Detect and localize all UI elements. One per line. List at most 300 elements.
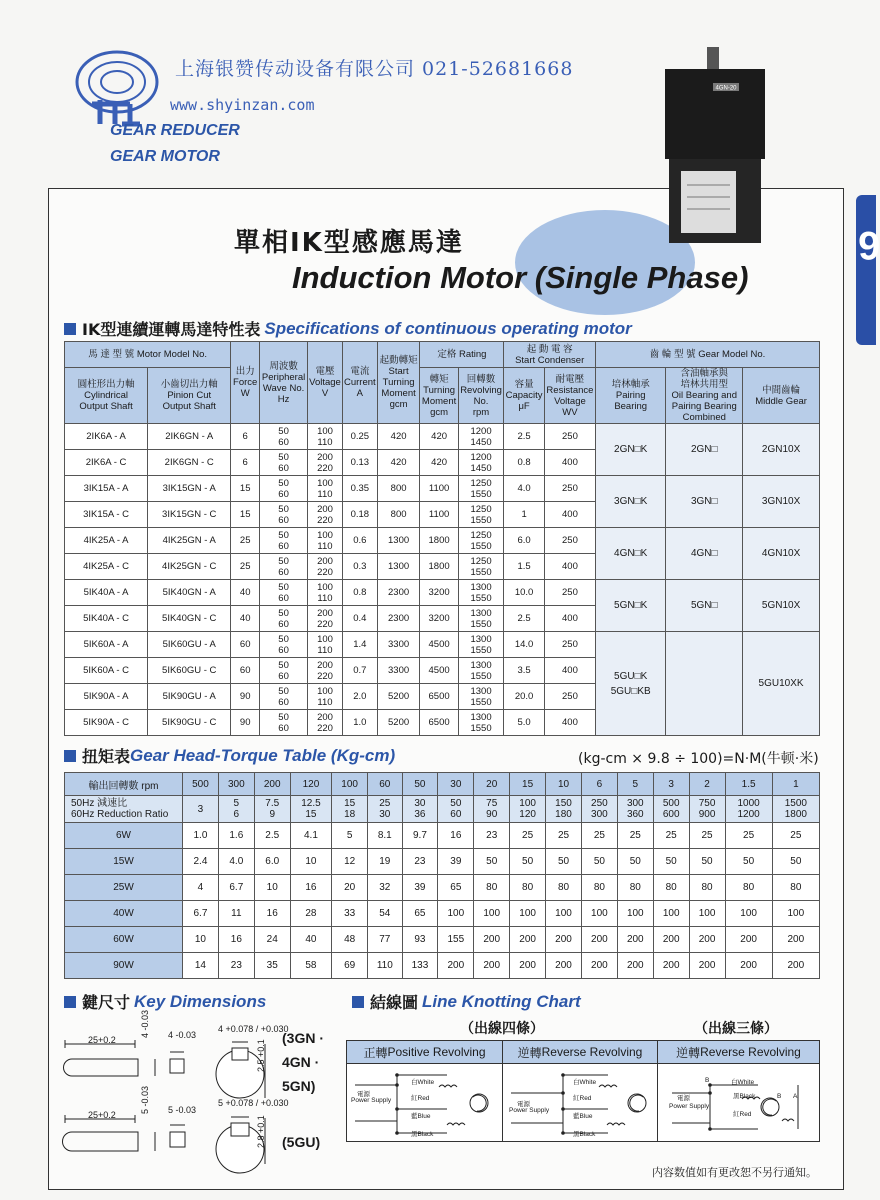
torque-power-label: 90W — [65, 953, 183, 979]
torque-value: 77 — [368, 927, 402, 953]
torque-value: 80 — [581, 875, 617, 901]
knot-col-header: 逆轉 Reverse Revolving — [503, 1041, 657, 1064]
gear-oil-bearing: 4GN□ — [666, 528, 743, 580]
tagline-gear-motor: GEAR MOTOR — [110, 148, 220, 165]
turning-moment-value: 1100 — [420, 476, 458, 502]
pinion-model: 4IK25GN - C — [148, 554, 231, 580]
gear-oil-bearing: 2GN□ — [666, 424, 743, 476]
key2-thickness: 5 -0.03 — [140, 1085, 150, 1114]
header-frequency: 周波數 Peripheral Wave No. Hz — [260, 342, 308, 424]
torque-value: 80 — [689, 875, 725, 901]
torque-value: 58 — [290, 953, 332, 979]
torque-value: 16 — [438, 823, 474, 849]
torque-value: 200 — [653, 953, 689, 979]
current-value: 0.6 — [342, 528, 377, 554]
resistance-voltage-value: 400 — [544, 606, 595, 632]
force-value: 90 — [231, 710, 260, 736]
ratio-value: 5 6 — [218, 796, 254, 823]
capacity-value: 10.0 — [504, 580, 545, 606]
turning-moment-value: 420 — [420, 450, 458, 476]
voltage-value: 200 220 — [308, 710, 343, 736]
page-section-number: 6 — [858, 223, 880, 267]
voltage-value: 100 110 — [308, 476, 343, 502]
torque-value: 11 — [218, 901, 254, 927]
torque-row — [65, 953, 820, 979]
torque-value: 20 — [332, 875, 368, 901]
key2-length: 25+0.2 — [88, 1110, 116, 1120]
rpm-value: 5 — [617, 773, 653, 796]
key1-width: 4 -0.03 — [168, 1030, 197, 1040]
pinion-model: 5IK90GU - C — [148, 710, 231, 736]
torque-value: 50 — [546, 849, 582, 875]
cylindrical-model: 4IK25A - C — [65, 554, 148, 580]
torque-value: 100 — [725, 901, 772, 927]
resistance-voltage-value: 400 — [544, 554, 595, 580]
torque-value: 25 — [772, 823, 819, 849]
torque-value: 200 — [617, 927, 653, 953]
rpm-value: 100 — [332, 773, 368, 796]
torque-value: 40 — [290, 927, 332, 953]
cylindrical-model: 5IK60A - C — [65, 658, 148, 684]
header-pinion-shaft: 小齒切出力軸 Pinion Cut Output Shaft — [148, 368, 231, 424]
force-value: 60 — [231, 632, 260, 658]
torque-value: 100 — [510, 901, 546, 927]
torque-value: 80 — [617, 875, 653, 901]
header-start-moment: 起動轉矩 Start Turning Moment gcm — [377, 342, 420, 424]
torque-value: 100 — [653, 901, 689, 927]
gear-middle: 5GU10XK — [743, 632, 820, 736]
ratio-label: 50Hz 減速比 60Hz Reduction Ratio — [65, 796, 183, 823]
resistance-voltage-value: 250 — [544, 528, 595, 554]
turning-moment-value: 6500 — [420, 684, 458, 710]
knot-chart: 正轉 Positive Revolving 逆轉 Reverse Revolving 逆轉 Reverse Revolving 電源 Power Supply 白White 紅Red 藍Blue 黑Black 電源 Power Supply 白White 紅Red 藍Blue 黑Black B 白White 電源 Power Supply 黑Black 紅Red B A — [346, 1040, 820, 1142]
header-oil-bearing: 含油軸承與 培林共用型 Oil Bearing and Pairing Bearing Combined — [666, 368, 743, 424]
start-moment-value: 5200 — [377, 710, 420, 736]
key-heading-cn: 鍵尺寸 — [82, 993, 131, 1012]
torque-table — [64, 772, 820, 979]
spec-row — [65, 476, 820, 502]
motor-label: 4GN-20 — [715, 85, 737, 92]
torque-value: 50 — [653, 849, 689, 875]
gear-oil-bearing: 3GN□ — [666, 476, 743, 528]
torque-value: 50 — [510, 849, 546, 875]
torque-power-label: 40W — [65, 901, 183, 927]
force-value: 40 — [231, 580, 260, 606]
torque-value: 200 — [474, 953, 510, 979]
torque-value: 110 — [368, 953, 402, 979]
start-moment-value: 800 — [377, 502, 420, 528]
revolving-value: 1300 1550 — [458, 658, 504, 684]
torque-value: 200 — [438, 953, 474, 979]
current-value: 1.0 — [342, 710, 377, 736]
torque-section-heading — [64, 744, 395, 767]
turning-moment-value: 1100 — [420, 502, 458, 528]
turning-moment-value: 4500 — [420, 632, 458, 658]
gear-pairing-bearing: 5GN□K — [596, 580, 666, 632]
rpm-value: 3 — [653, 773, 689, 796]
torque-value: 39 — [438, 849, 474, 875]
torque-value: 25 — [653, 823, 689, 849]
page-title-cn: 單相IK型感應馬達 — [234, 228, 464, 258]
frequency-value: 50 60 — [260, 502, 308, 528]
key1-height: 2.5 +0.1 — [256, 1039, 266, 1072]
ratio-value: 1500 1800 — [772, 796, 819, 823]
key1-length: 25+0.2 — [88, 1035, 116, 1045]
torque-value: 16 — [254, 901, 290, 927]
current-value: 0.18 — [342, 502, 377, 528]
square-bullet-icon — [64, 323, 76, 335]
header-current: 電流 Current A — [342, 342, 377, 424]
force-value: 6 — [231, 424, 260, 450]
torque-value: 4 — [183, 875, 219, 901]
torque-value: 100 — [689, 901, 725, 927]
torque-value: 23 — [218, 953, 254, 979]
key-heading-en: Key Dimensions — [134, 991, 267, 1011]
cylindrical-model: 5IK60A - A — [65, 632, 148, 658]
cylindrical-model: 5IK40A - C — [65, 606, 148, 632]
capacity-value: 1 — [504, 502, 545, 528]
torque-value: 23 — [402, 849, 438, 875]
cylindrical-model: 3IK15A - A — [65, 476, 148, 502]
rpm-value: 500 — [183, 773, 219, 796]
torque-value: 10 — [290, 849, 332, 875]
start-moment-value: 2300 — [377, 580, 420, 606]
voltage-value: 200 220 — [308, 606, 343, 632]
force-value: 40 — [231, 606, 260, 632]
rpm-value: 6 — [581, 773, 617, 796]
torque-value: 200 — [510, 927, 546, 953]
torque-value: 35 — [254, 953, 290, 979]
torque-value: 39 — [402, 875, 438, 901]
torque-rpm-row — [65, 773, 820, 796]
frequency-value: 50 60 — [260, 580, 308, 606]
revolving-value: 1300 1550 — [458, 632, 504, 658]
torque-value: 4.0 — [218, 849, 254, 875]
force-value: 15 — [231, 502, 260, 528]
pinion-model: 4IK25GN - A — [148, 528, 231, 554]
rpm-value: 1 — [772, 773, 819, 796]
resistance-voltage-value: 250 — [544, 632, 595, 658]
pinion-model: 3IK15GN - A — [148, 476, 231, 502]
knot-subtitle-four-wire: （出線四條） — [460, 1021, 544, 1037]
knot-section-heading — [352, 990, 581, 1013]
spec-row — [65, 632, 820, 658]
torque-value: 1.0 — [183, 823, 219, 849]
header-turning-moment: 轉矩 Turning Moment gcm — [420, 368, 458, 424]
torque-value: 16 — [290, 875, 332, 901]
voltage-value: 100 110 — [308, 632, 343, 658]
tagline-gear-reducer: GEAR REDUCER — [110, 122, 240, 139]
resistance-voltage-value: 400 — [544, 450, 595, 476]
torque-value: 80 — [474, 875, 510, 901]
turning-moment-value: 420 — [420, 424, 458, 450]
frequency-value: 50 60 — [260, 710, 308, 736]
torque-power-label: 6W — [65, 823, 183, 849]
cylindrical-model: 5IK90A - A — [65, 684, 148, 710]
ratio-value: 50 60 — [438, 796, 474, 823]
frequency-value: 50 60 — [260, 658, 308, 684]
resistance-voltage-value: 400 — [544, 710, 595, 736]
spec-section-heading — [64, 317, 632, 340]
voltage-value: 100 110 — [308, 424, 343, 450]
revolving-value: 1200 1450 — [458, 424, 504, 450]
key2-width: 5 -0.03 — [168, 1105, 197, 1115]
torque-value: 80 — [772, 875, 819, 901]
torque-value: 100 — [474, 901, 510, 927]
revolving-value: 1300 1550 — [458, 606, 504, 632]
rpm-value: 200 — [254, 773, 290, 796]
torque-power-label: 25W — [65, 875, 183, 901]
cylindrical-model: 2IK6A - C — [65, 450, 148, 476]
turning-moment-value: 4500 — [420, 658, 458, 684]
header-revolving: 回轉數 Revolving No. rpm — [458, 368, 504, 424]
force-value: 60 — [231, 658, 260, 684]
revolving-value: 1200 1450 — [458, 450, 504, 476]
frequency-value: 50 60 — [260, 528, 308, 554]
torque-value: 25 — [510, 823, 546, 849]
ratio-value: 1000 1200 — [725, 796, 772, 823]
torque-value: 25 — [581, 823, 617, 849]
torque-value: 2.5 — [254, 823, 290, 849]
pinion-model: 5IK40GN - A — [148, 580, 231, 606]
gear-pairing-bearing: 3GN□K — [596, 476, 666, 528]
rpm-value: 20 — [474, 773, 510, 796]
header-gear-model: 齒 輪 型 號 Gear Model No. — [596, 342, 820, 368]
ratio-value: 30 36 — [402, 796, 438, 823]
gear-pairing-bearing: 2GN□K — [596, 424, 666, 476]
torque-value: 54 — [368, 901, 402, 927]
ratio-value: 300 360 — [617, 796, 653, 823]
force-value: 6 — [231, 450, 260, 476]
voltage-value: 100 110 — [308, 580, 343, 606]
torque-value: 8.1 — [368, 823, 402, 849]
revolving-value: 1250 1550 — [458, 502, 504, 528]
voltage-value: 100 110 — [308, 528, 343, 554]
square-bullet-icon — [352, 996, 364, 1008]
torque-value: 65 — [402, 901, 438, 927]
capacity-value: 14.0 — [504, 632, 545, 658]
rpm-label: 輸出回轉數 rpm — [65, 773, 183, 796]
knot-subtitle-three-wire: （出線三條） — [694, 1021, 778, 1037]
gear-middle: 3GN10X — [743, 476, 820, 528]
gear-middle: 2GN10X — [743, 424, 820, 476]
revolving-value: 1300 1550 — [458, 684, 504, 710]
header-force: 出力 Force W — [231, 342, 260, 424]
torque-value: 50 — [772, 849, 819, 875]
rpm-value: 1.5 — [725, 773, 772, 796]
voltage-value: 200 220 — [308, 502, 343, 528]
start-moment-value: 420 — [377, 424, 420, 450]
cylindrical-model: 2IK6A - A — [65, 424, 148, 450]
torque-value: 9.7 — [402, 823, 438, 849]
pinion-model: 5IK60GU - C — [148, 658, 231, 684]
pinion-model: 5IK90GU - A — [148, 684, 231, 710]
torque-value: 25 — [546, 823, 582, 849]
torque-value: 200 — [725, 927, 772, 953]
start-moment-value: 1300 — [377, 528, 420, 554]
torque-value: 25 — [725, 823, 772, 849]
revolving-value: 1250 1550 — [458, 554, 504, 580]
start-moment-value: 420 — [377, 450, 420, 476]
torque-value: 100 — [581, 901, 617, 927]
rpm-value: 15 — [510, 773, 546, 796]
start-moment-value: 1300 — [377, 554, 420, 580]
capacity-value: 0.8 — [504, 450, 545, 476]
torque-value: 6.7 — [183, 901, 219, 927]
current-value: 0.3 — [342, 554, 377, 580]
torque-value: 200 — [689, 953, 725, 979]
frequency-value: 50 60 — [260, 632, 308, 658]
pinion-model: 3IK15GN - C — [148, 502, 231, 528]
revolving-value: 1250 1550 — [458, 476, 504, 502]
capacity-value: 5.0 — [504, 710, 545, 736]
ratio-value: 15 18 — [332, 796, 368, 823]
voltage-value: 100 110 — [308, 684, 343, 710]
capacity-value: 2.5 — [504, 424, 545, 450]
torque-value: 200 — [772, 953, 819, 979]
gear-pairing-bearing: 5GU□K 5GU□KB — [596, 632, 666, 736]
ratio-value: 150 180 — [546, 796, 582, 823]
rpm-value: 120 — [290, 773, 332, 796]
rpm-value: 50 — [402, 773, 438, 796]
torque-value: 4.1 — [290, 823, 332, 849]
motor-photo-icon — [655, 45, 775, 245]
torque-ratio-row — [65, 796, 820, 823]
gear-pairing-bearing: 4GN□K — [596, 528, 666, 580]
frequency-value: 50 60 — [260, 554, 308, 580]
capacity-value: 20.0 — [504, 684, 545, 710]
voltage-value: 200 220 — [308, 658, 343, 684]
torque-value: 100 — [772, 901, 819, 927]
torque-value: 50 — [581, 849, 617, 875]
ratio-value: 100 120 — [510, 796, 546, 823]
spec-row — [65, 580, 820, 606]
torque-value: 65 — [438, 875, 474, 901]
torque-power-label: 60W — [65, 927, 183, 953]
company-url[interactable]: www.shyinzan.com — [170, 96, 315, 114]
capacity-value: 3.5 — [504, 658, 545, 684]
torque-value: 80 — [653, 875, 689, 901]
current-value: 1.4 — [342, 632, 377, 658]
torque-value: 200 — [546, 953, 582, 979]
force-value: 25 — [231, 554, 260, 580]
torque-value: 100 — [617, 901, 653, 927]
torque-value: 33 — [332, 901, 368, 927]
force-value: 90 — [231, 684, 260, 710]
page-title-en: Induction Motor (Single Phase) — [292, 260, 749, 295]
torque-value: 6.7 — [218, 875, 254, 901]
pinion-model: 5IK60GU - A — [148, 632, 231, 658]
frequency-value: 50 60 — [260, 606, 308, 632]
torque-value: 200 — [546, 927, 582, 953]
torque-value: 200 — [689, 927, 725, 953]
current-value: 0.8 — [342, 580, 377, 606]
torque-value: 200 — [772, 927, 819, 953]
torque-value: 10 — [183, 927, 219, 953]
rpm-value: 10 — [546, 773, 582, 796]
torque-value: 200 — [474, 927, 510, 953]
spec-heading-en: Specifications of continuous operating motor — [264, 318, 632, 338]
torque-power-label: 15W — [65, 849, 183, 875]
torque-heading-cn: 扭矩表 — [82, 747, 131, 766]
page-section-tab — [856, 195, 876, 345]
voltage-value: 200 220 — [308, 450, 343, 476]
torque-row — [65, 875, 820, 901]
capacity-value: 6.0 — [504, 528, 545, 554]
torque-row — [65, 901, 820, 927]
torque-value: 200 — [725, 953, 772, 979]
torque-value: 23 — [474, 823, 510, 849]
rpm-value: 2 — [689, 773, 725, 796]
ratio-value: 25 30 — [368, 796, 402, 823]
header-middle-gear: 中間齒輪 Middle Gear — [743, 368, 820, 424]
spec-heading-cn: IK型連續運轉馬達特性表 — [82, 320, 261, 339]
torque-value: 14 — [183, 953, 219, 979]
start-moment-value: 800 — [377, 476, 420, 502]
capacity-value: 4.0 — [504, 476, 545, 502]
torque-value: 50 — [725, 849, 772, 875]
header-start-condenser: 起 動 電 容 Start Condenser — [504, 342, 596, 368]
rpm-value: 60 — [368, 773, 402, 796]
header-cylindrical-shaft: 圓柱形出力軸 Cylindrical Output Shaft — [65, 368, 148, 424]
square-bullet-icon — [64, 750, 76, 762]
torque-value: 48 — [332, 927, 368, 953]
turning-moment-value: 3200 — [420, 580, 458, 606]
key2-slot-tolerance: 5 +0.078 / +0.030 — [218, 1098, 289, 1108]
ratio-value: 500 600 — [653, 796, 689, 823]
pinion-model: 2IK6GN - C — [148, 450, 231, 476]
knot-heading-en: Line Knotting Chart — [422, 991, 581, 1011]
knot-heading-cn: 結線圖 — [370, 993, 419, 1012]
cylindrical-model: 5IK40A - A — [65, 580, 148, 606]
header-pairing-bearing: 培林軸承 Pairing Bearing — [596, 368, 666, 424]
torque-value: 200 — [581, 953, 617, 979]
company-name: 上海银赞传动设备有限公司 021-52681668 — [175, 58, 574, 80]
revolving-value: 1250 1550 — [458, 528, 504, 554]
torque-row — [65, 823, 820, 849]
key2-applies: (5GU) — [282, 1134, 321, 1150]
torque-value: 5 — [332, 823, 368, 849]
current-value: 0.35 — [342, 476, 377, 502]
footnote: 内容数值如有更改恕不另行通知。 — [652, 1166, 817, 1179]
start-moment-value: 3300 — [377, 632, 420, 658]
header-rating: 定格 Rating — [420, 342, 504, 368]
torque-value: 50 — [474, 849, 510, 875]
force-value: 25 — [231, 528, 260, 554]
pinion-model: 2IK6GN - A — [148, 424, 231, 450]
wiring-diagram-reverse-2 — [658, 1063, 819, 1141]
key1-slot-tolerance: 4 +0.078 / +0.030 — [218, 1024, 289, 1034]
frequency-value: 50 60 — [260, 450, 308, 476]
resistance-voltage-value: 250 — [544, 476, 595, 502]
torque-value: 200 — [581, 927, 617, 953]
resistance-voltage-value: 250 — [544, 424, 595, 450]
rpm-value: 300 — [218, 773, 254, 796]
spec-row — [65, 424, 820, 450]
knot-col-header: 正轉 Positive Revolving — [347, 1041, 502, 1064]
key1-thickness: 4 -0.03 — [140, 1009, 150, 1038]
turning-moment-value: 1800 — [420, 528, 458, 554]
start-moment-value: 2300 — [377, 606, 420, 632]
ratio-value: 750 900 — [689, 796, 725, 823]
current-value: 2.0 — [342, 684, 377, 710]
torque-value: 2.4 — [183, 849, 219, 875]
gear-middle: 4GN10X — [743, 528, 820, 580]
torque-value: 80 — [510, 875, 546, 901]
capacity-value: 2.5 — [504, 606, 545, 632]
turning-moment-value: 6500 — [420, 710, 458, 736]
force-value: 15 — [231, 476, 260, 502]
